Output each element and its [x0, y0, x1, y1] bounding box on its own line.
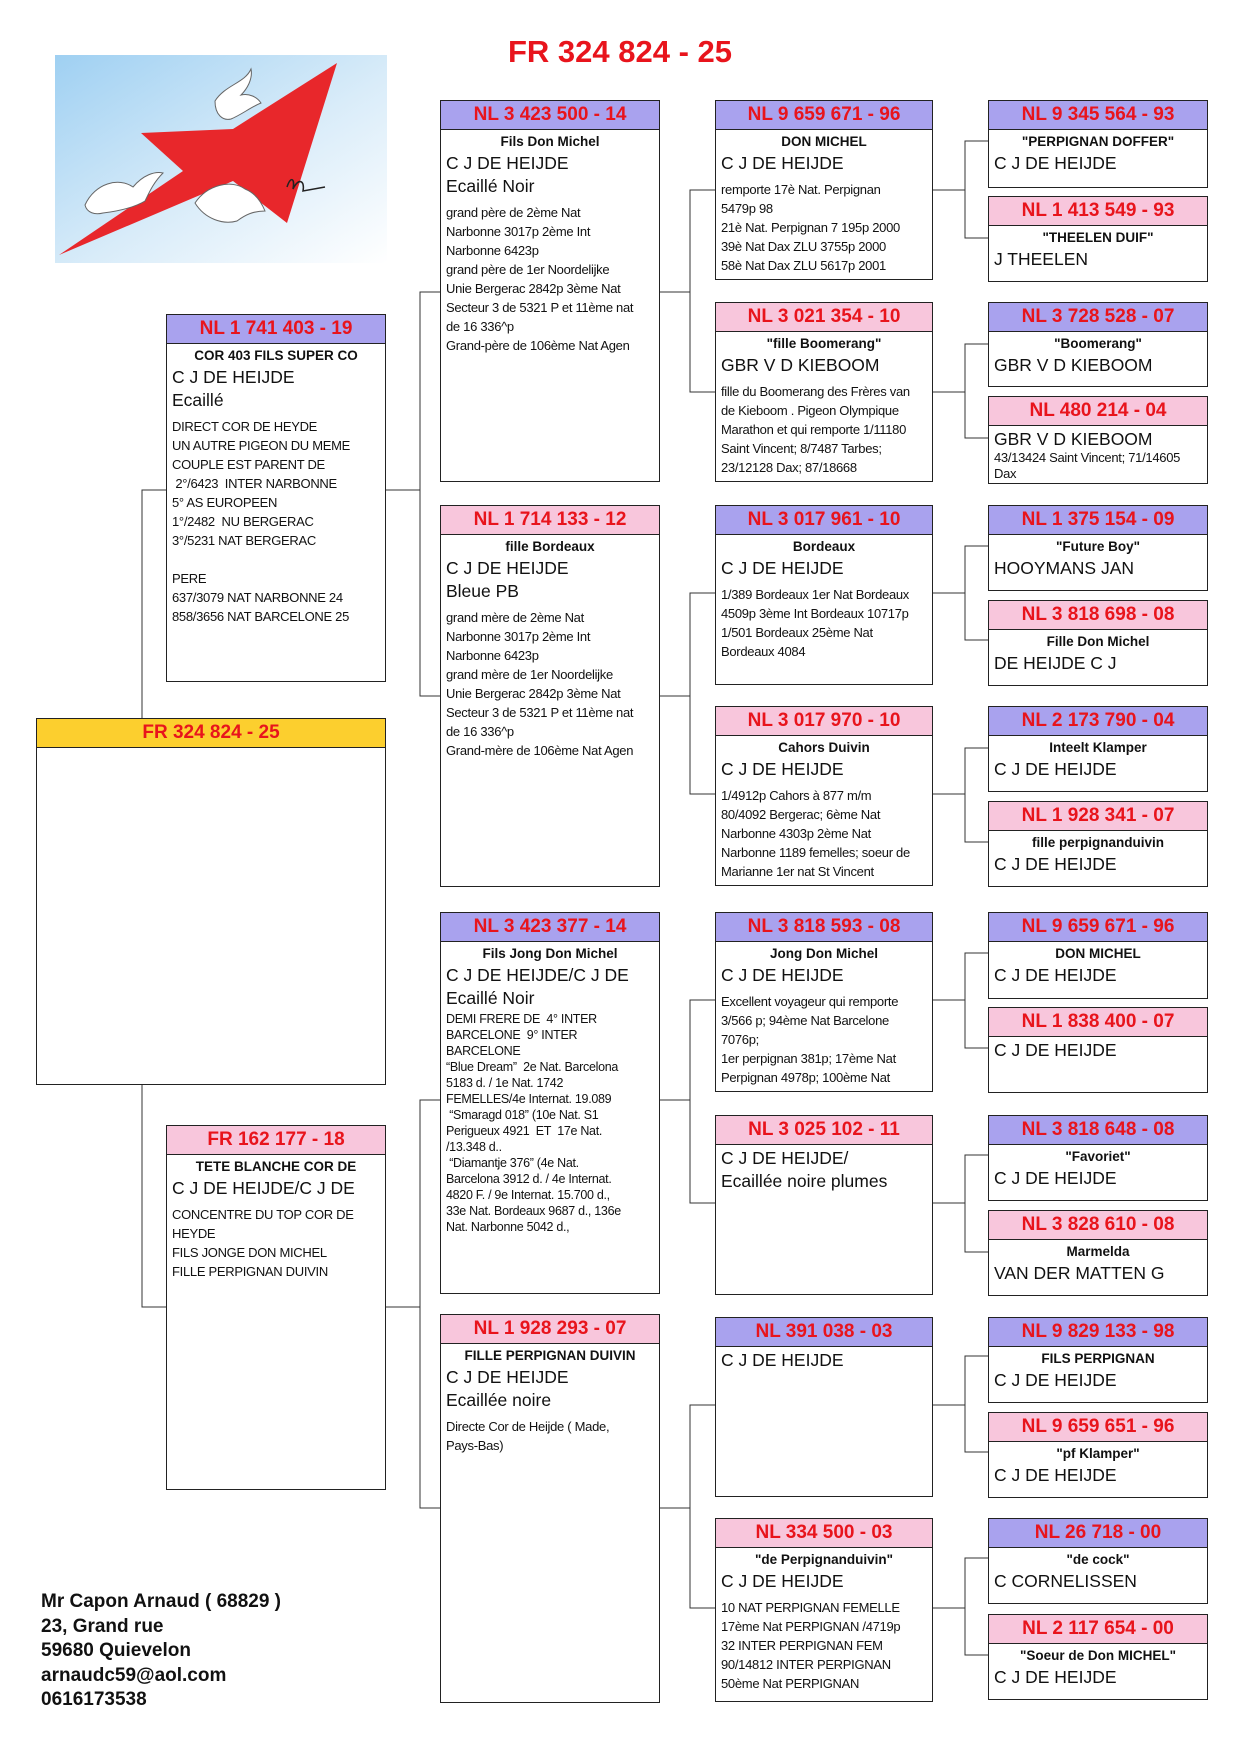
ring-number: NL 3 818 648 - 08 — [989, 1116, 1207, 1145]
breeder: C J DE HEIJDE — [994, 854, 1117, 874]
pigeon-notes: grand mère de 2ème Nat Narbonne 3017p 2ème Int Narbonne 6423p grand mère de 1er Noordelijke Unie Bergerac 2842p 3ème Nat Secteur 3 de 5321 P et 11ème nat de 16 336^p Grand-mère de 106ème Nat Agen — [446, 610, 634, 758]
gggp-card-9 — [988, 912, 1208, 999]
feather-color: Ecaillée noire plumes — [721, 1171, 888, 1191]
page-title: FR 324 824 - 25 — [507, 34, 733, 69]
maternal-grandsire-card — [440, 912, 660, 1294]
gggp-card-12 — [988, 1210, 1208, 1296]
breeder: C J DE HEIJDE — [994, 965, 1117, 985]
pigeon-name: "pf Klamper" — [1056, 1446, 1140, 1461]
ring-number: NL 3 423 377 - 14 — [441, 913, 659, 942]
gggp-card-16 — [988, 1614, 1208, 1700]
owner-phone: 0616173538 — [41, 1689, 147, 1710]
subject-pigeon-card — [36, 718, 386, 1085]
pigeon-notes: Excellent voyageur qui remporte 3/566 p; 94ème Nat Barcelone 7076p; 1er perpignan 381p; 17ème Nat Perpignan 4978p; 100ème Nat — [721, 994, 899, 1085]
breeder: GBR V D KIEBOOM — [721, 355, 880, 375]
breeder: C J DE HEIJDE — [446, 1367, 569, 1387]
pigeon-name: "Future Boy" — [1055, 539, 1141, 554]
pigeon-name: "fille Boomerang" — [766, 336, 882, 351]
pigeon-name: "Boomerang" — [1054, 336, 1142, 351]
paternal-granddam-card — [440, 505, 660, 887]
pigeon-name: DON MICHEL — [781, 134, 867, 149]
ring-number: FR 324 824 - 25 — [37, 719, 385, 748]
ring-number: NL 1 413 549 - 93 — [989, 197, 1207, 226]
ring-number: NL 480 214 - 04 — [989, 397, 1207, 426]
pigeon-name: "PERPIGNAN DOFFER" — [1021, 134, 1175, 149]
pigeon-notes: 10 NAT PERPIGNAN FEMELLE 17ème Nat PERPIGNAN /4719p 32 INTER PERPIGNAN FEM 90/14812 INTER PERPIGNAN 50ème Nat PERPIGNAN — [721, 1600, 901, 1691]
gggp-card-13 — [988, 1317, 1208, 1403]
pigeon-name: fille perpignanduivin — [1031, 835, 1164, 850]
ring-number: NL 3 017 961 - 10 — [716, 506, 932, 535]
ggp-card-mff — [715, 912, 933, 1092]
ring-number: NL 1 741 403 - 19 — [167, 315, 385, 344]
breeder: DE HEIJDE C J — [994, 653, 1117, 673]
breeder: C J DE HEIJDE — [446, 558, 569, 578]
breeder: C J DE HEIJDE — [721, 558, 844, 578]
breeder: C J DE HEIJDE — [721, 1350, 844, 1370]
pigeon-name: fille Bordeaux — [505, 539, 595, 554]
gggp-card-7 — [988, 706, 1208, 792]
breeder: C CORNELISSEN — [994, 1571, 1137, 1591]
owner-street: 23, Grand rue — [41, 1615, 164, 1637]
feather-color: Ecaillé — [172, 390, 224, 410]
pigeon-name: Fille Don Michel — [1046, 634, 1150, 649]
ring-number: NL 334 500 - 03 — [716, 1519, 932, 1548]
ring-number: NL 3 025 102 - 11 — [716, 1116, 932, 1145]
breeder: C J DE HEIJDE — [446, 153, 569, 173]
owner-info — [41, 1590, 281, 1713]
owner-email[interactable]: arnaudc59@aol.com — [41, 1664, 227, 1686]
pigeon-name: Cahors Duivin — [778, 740, 870, 755]
pigeon-name: TETE BLANCHE COR DE — [195, 1159, 357, 1174]
ring-number: FR 162 177 - 18 — [167, 1126, 385, 1155]
paternal-grandsire-card — [440, 100, 660, 482]
feather-color: Ecaillé Noir — [446, 988, 535, 1008]
gggp-card-14 — [988, 1412, 1208, 1498]
pigeon-name: FILS PERPIGNAN — [1041, 1351, 1155, 1366]
pigeon-name: COR 403 FILS SUPER CO — [194, 348, 358, 363]
ring-number: NL 3 017 970 - 10 — [716, 707, 932, 736]
pigeon-name: "Soeur de Don MICHEL" — [1019, 1648, 1177, 1663]
ring-number: NL 1 375 154 - 09 — [989, 506, 1207, 535]
feather-color: Bleue PB — [446, 581, 519, 601]
pigeon-name: Fils Don Michel — [500, 134, 600, 149]
pigeon-notes: CONCENTRE DU TOP COR DE HEYDE FILS JONGE DON MICHEL FILLE PERPIGNAN DUIVIN — [172, 1207, 354, 1279]
breeder: C J DE HEIJDE — [721, 1571, 844, 1591]
ggp-card-fmf — [715, 505, 933, 685]
ring-number: NL 3 423 500 - 14 — [441, 101, 659, 130]
pigeon-notes: DIRECT COR DE HEYDE UN AUTRE PIGEON DU MEME COUPLE EST PARENT DE 2°/6423 INTER NARBONNE 5° AS EUROPEEN 1°/2482 NU BERGERAC 3°/5231 NAT BERGERAC PERE 637/3079 NAT NARBONNE 24 858/3656 NAT BARCELONE 25 — [172, 419, 351, 624]
ring-number: NL 1 838 400 - 07 — [989, 1008, 1207, 1037]
gggp-card-1 — [988, 100, 1208, 188]
breeder: C J DE HEIJDE — [994, 1465, 1117, 1485]
ring-number: NL 9 659 651 - 96 — [989, 1413, 1207, 1442]
ring-number: NL 9 659 671 - 96 — [716, 101, 932, 130]
breeder: C J DE HEIJDE/ — [721, 1148, 849, 1168]
ring-number: NL 26 718 - 00 — [989, 1519, 1207, 1548]
pigeon-notes: 43/13424 Saint Vincent; 71/14605 Dax — [994, 450, 1181, 481]
breeder: C J DE HEIJDE — [994, 1667, 1117, 1687]
gggp-card-5 — [988, 505, 1208, 591]
pigeon-name: Bordeaux — [792, 539, 856, 554]
gggp-card-6 — [988, 600, 1208, 686]
ggp-card-mfm — [715, 1115, 933, 1295]
ring-number: NL 9 829 133 - 98 — [989, 1318, 1207, 1347]
pigeon-notes: DEMI FRERE DE 4° INTER BARCELONE 9° INTER BARCELONE “Blue Dream” 2e Nat. Barcelona 5183 d. / 1e Nat. 1742 FEMELLES/4e Internat. 19.089 “Smaragd 018” (10e Nat. S1 Perigueux 4921 ET 17e Nat. /13.348 d.. “Diamantje 376” (4e Nat. Barcelona 3912 d. / 4e Internat. 4820 F. / 9e Internat. 15.700 d., 33e Nat. Bordeaux 9687 d., 136e Nat. Narbonne 5042 d., — [446, 1012, 621, 1234]
breeder: C J DE HEIJDE — [172, 367, 295, 387]
ring-number: NL 3 021 354 - 10 — [716, 303, 932, 332]
breeder: GBR V D KIEBOOM — [994, 355, 1153, 375]
pigeon-name: "de Perpignanduivin" — [754, 1552, 894, 1567]
feather-color: Ecaillé Noir — [446, 176, 535, 196]
pigeon-name: "de cock" — [1066, 1552, 1130, 1567]
pigeon-name: "Favoriet" — [1065, 1149, 1131, 1164]
ggp-card-mmm — [715, 1518, 933, 1702]
gggp-card-3 — [988, 302, 1208, 387]
ring-number: NL 1 714 133 - 12 — [441, 506, 659, 535]
pigeon-notes: remporte 17è Nat. Perpignan 5479p 98 21è Nat. Perpignan 7 195p 2000 39è Nat Dax ZLU 3755p 2000 58è Nat Dax ZLU 5617p 2001 — [721, 182, 900, 273]
breeder: J THEELEN — [994, 249, 1089, 269]
pigeon-notes: Directe Cor de Heijde ( Made, Pays-Bas) — [446, 1419, 610, 1453]
breeder: C J DE HEIJDE — [994, 153, 1117, 173]
ring-number: NL 1 928 293 - 07 — [441, 1315, 659, 1344]
ring-number: NL 391 038 - 03 — [716, 1318, 932, 1347]
pigeon-name: FILLE PERPIGNAN DUIVIN — [464, 1348, 636, 1363]
ring-number: NL 9 659 671 - 96 — [989, 913, 1207, 942]
breeder: C J DE HEIJDE/C J DE — [446, 965, 629, 985]
breeder: C J DE HEIJDE — [721, 965, 844, 985]
father-card — [166, 314, 386, 682]
breeder: C J DE HEIJDE — [994, 1370, 1117, 1390]
breeder: C J DE HEIJDE — [994, 759, 1117, 779]
breeder: VAN DER MATTEN G — [994, 1263, 1165, 1283]
ring-number: NL 2 173 790 - 04 — [989, 707, 1207, 736]
gggp-card-11 — [988, 1115, 1208, 1201]
gggp-card-15 — [988, 1518, 1208, 1604]
breeder: C J DE HEIJDE — [721, 759, 844, 779]
ring-number: NL 3 818 698 - 08 — [989, 601, 1207, 630]
feather-color: Ecaillée noire — [446, 1390, 552, 1410]
ring-number: NL 3 728 528 - 07 — [989, 303, 1207, 332]
mother-card — [166, 1125, 386, 1490]
pigeon-name: Fils Jong Don Michel — [482, 946, 618, 961]
owner-name: Mr Capon Arnaud ( 68829 ) — [41, 1591, 282, 1612]
ring-number: NL 2 117 654 - 00 — [989, 1615, 1207, 1644]
breeder: GBR V D KIEBOOM — [994, 429, 1153, 449]
maternal-granddam-card — [440, 1314, 660, 1703]
pigeon-name: Inteelt Klamper — [1049, 740, 1147, 755]
breeder: C J DE HEIJDE — [994, 1168, 1117, 1188]
gggp-card-10 — [988, 1007, 1208, 1093]
ggp-card-fmm — [715, 706, 933, 886]
pigeon-notes: 1/4912p Cahors à 877 m/m 80/4092 Bergerac; 6ème Nat Narbonne 4303p 2ème Nat Narbonne 1189 femelles; soeur de Marianne 1er nat St Vincent — [721, 788, 910, 879]
ring-number: NL 1 928 341 - 07 — [989, 802, 1207, 831]
breeder: C J DE HEIJDE — [721, 153, 844, 173]
gggp-card-2 — [988, 196, 1208, 282]
pigeon-name: Jong Don Michel — [770, 946, 878, 961]
breeder: HOOYMANS JAN — [994, 558, 1135, 578]
owner-city: 59680 Quievelon — [41, 1640, 191, 1661]
pigeon-notes: grand père de 2ème Nat Narbonne 3017p 2ème Int Narbonne 6423p grand père de 1er Noordelijke Unie Bergerac 2842p 3ème Nat Secteur 3 de 5321 P et 11ème nat de 16 336^p Grand-père de 106ème Nat Agen — [446, 205, 634, 353]
pigeon-name: Marmelda — [1066, 1244, 1130, 1259]
gggp-card-8 — [988, 801, 1208, 887]
ring-number: NL 3 818 593 - 08 — [716, 913, 932, 942]
gggp-card-4 — [988, 396, 1208, 484]
pigeon-name: DON MICHEL — [1055, 946, 1141, 961]
ggp-card-mmf — [715, 1317, 933, 1497]
pigeon-name: "THEELEN DUIF" — [1042, 230, 1154, 245]
breeder: C J DE HEIJDE — [994, 1040, 1117, 1060]
pigeon-notes: 1/389 Bordeaux 1er Nat Bordeaux 4509p 3ème Int Bordeaux 10717p 1/501 Bordeaux 25ème Nat Bordeaux 4084 — [721, 587, 909, 659]
ggp-card-fff — [715, 100, 933, 280]
pigeon-notes: fille du Boomerang des Frères van de Kieboom . Pigeon Olympique Marathon et qui remporte 1/11180 Saint Vincent; 8/7487 Tarbes; 23/12128 Dax; 87/18668 — [721, 384, 910, 475]
breeder: C J DE HEIJDE/C J DE — [172, 1178, 355, 1198]
ring-number: NL 3 828 610 - 08 — [989, 1211, 1207, 1240]
ring-number: NL 9 345 564 - 93 — [989, 101, 1207, 130]
ggp-card-ffm — [715, 302, 933, 482]
